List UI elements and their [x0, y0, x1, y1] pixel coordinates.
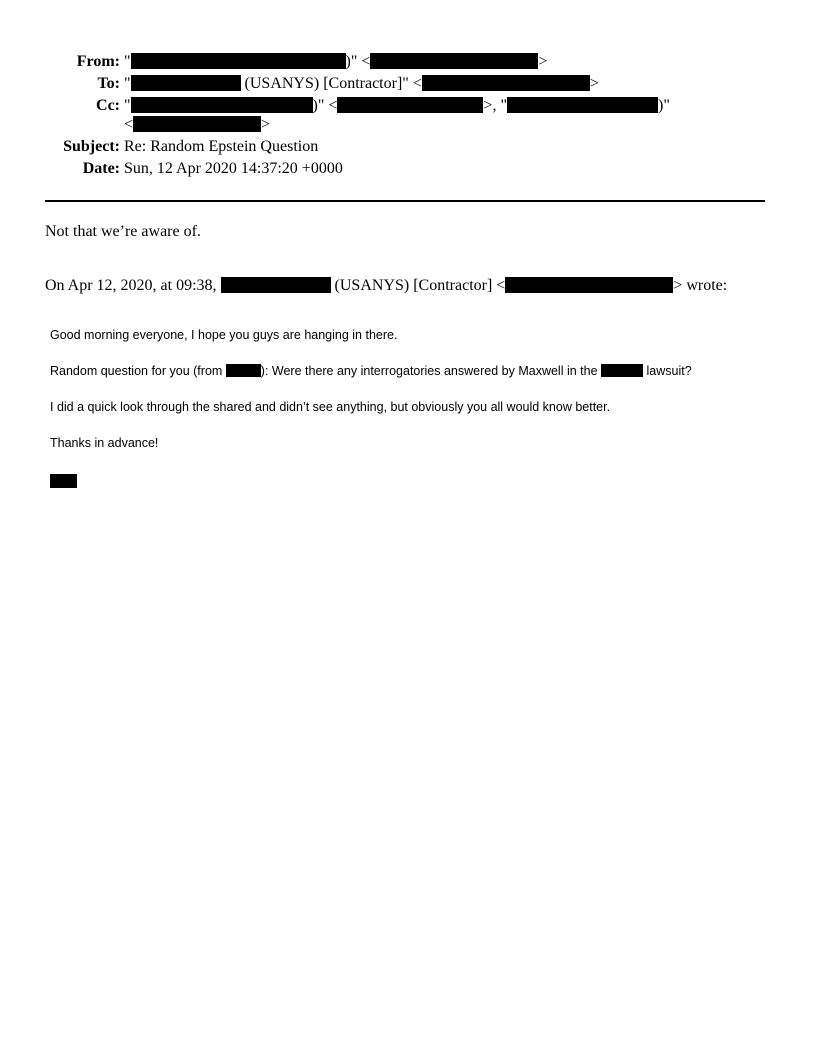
redaction-box [226, 364, 261, 377]
date-label: Date: [82, 160, 120, 177]
quote-intro-org: (USANYS) [Contractor] < [334, 277, 506, 294]
redaction-box [221, 277, 331, 293]
date-value: Sun, 12 Apr 2020 14:37:20 +0000 [124, 160, 343, 177]
redaction-box [133, 116, 261, 132]
reply-text: Not that we’re aware of. [45, 223, 201, 240]
quoted-line-1: Good morning everyone, I hope you guys are hanging in there. [50, 328, 398, 342]
cc-value: " )" < >, " )" [124, 97, 670, 114]
redaction-box [601, 364, 643, 377]
quoted-line-2a: Random question for you (from [50, 364, 223, 378]
quote-intro-suffix: > wrote: [673, 277, 728, 294]
cc-label: Cc: [96, 97, 120, 114]
redaction-box [505, 277, 673, 293]
redaction-box [507, 97, 658, 113]
redaction-box [337, 97, 483, 113]
quoted-line-2c: lawsuit? [646, 364, 692, 378]
cc-value-continued: < > [124, 116, 271, 133]
to-value: " (USANYS) [Contractor]" < > [124, 75, 599, 92]
quote-intro [45, 277, 727, 295]
redaction-box [131, 75, 241, 91]
signature-redaction [50, 474, 77, 489]
redaction-box [131, 53, 346, 69]
redaction-box [131, 97, 313, 113]
from-label: From: [76, 53, 120, 70]
subject-label: Subject: [63, 138, 120, 155]
to-org: (USANYS) [Contractor] [244, 75, 403, 92]
to-label: To: [97, 75, 120, 92]
redaction-box [422, 75, 590, 91]
quote-intro-prefix: On Apr 12, 2020, at 09:38, [45, 277, 217, 294]
quoted-line-2 [50, 364, 692, 378]
quoted-line-4: Thanks in advance! [50, 436, 159, 450]
quoted-line-2b: ): Were there any interrogatories answered by Maxwell in the [260, 364, 598, 378]
redaction-box [50, 474, 77, 488]
subject-value: Re: Random Epstein Question [124, 138, 319, 155]
quoted-line-3: I did a quick look through the shared and didn’t see anything, but obviously you all would know better. [50, 400, 611, 414]
header-divider [45, 200, 765, 202]
redaction-box [370, 53, 538, 69]
from-value: " )" < > [124, 53, 548, 70]
